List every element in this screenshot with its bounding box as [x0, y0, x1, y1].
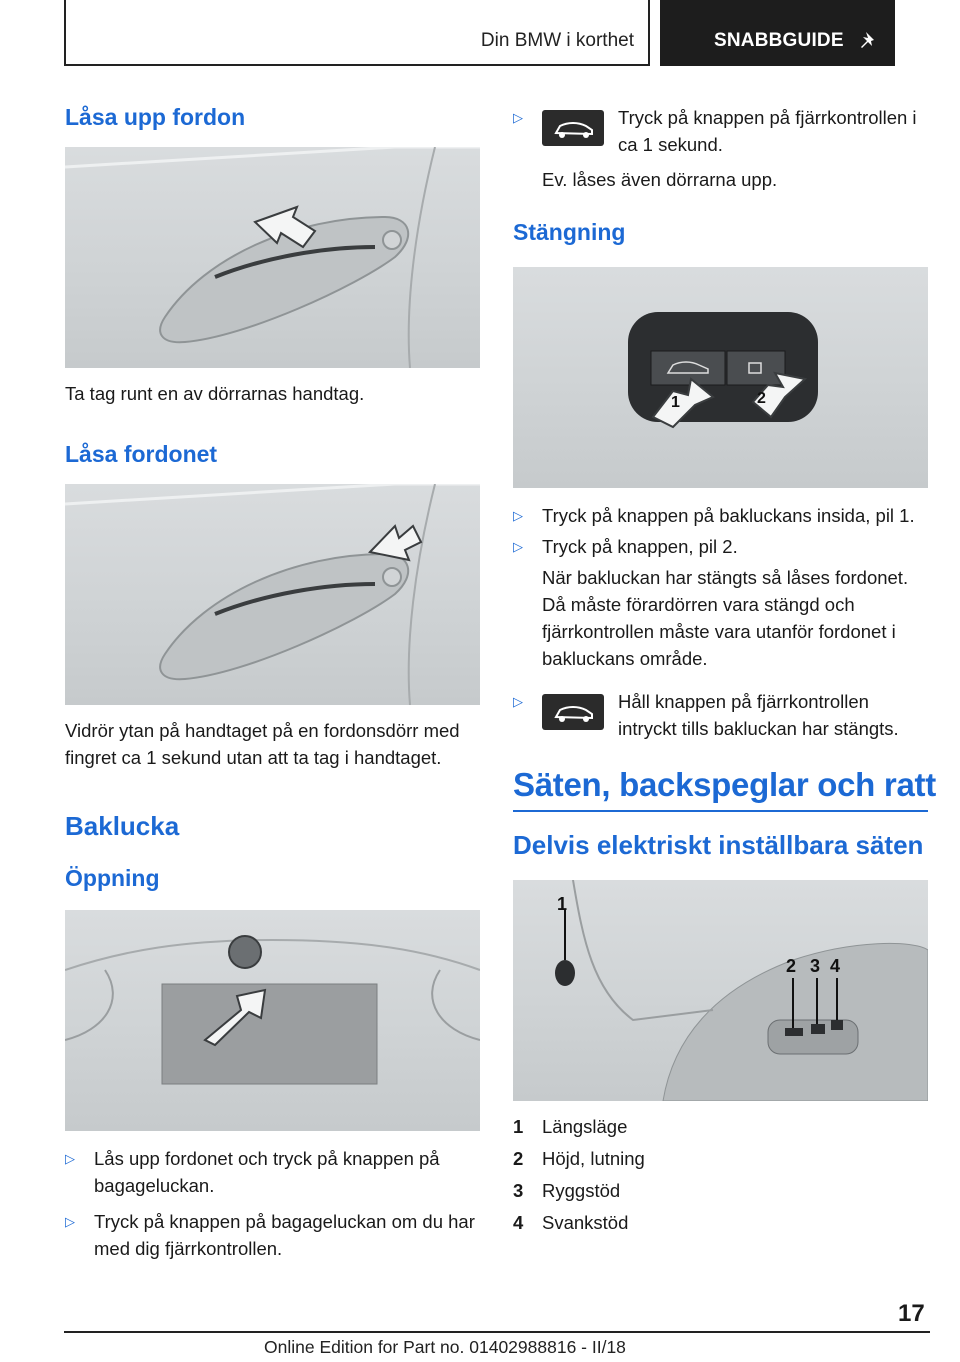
bullet-triangle-icon: ▷	[513, 110, 523, 125]
chapter-title: Din BMW i korthet	[480, 30, 634, 51]
bullet-triangle-icon: ▷	[513, 694, 523, 709]
list-item: ▷ Håll knappen på fjärrkontrollen intryckt tills bakluckan har stängts.	[513, 688, 928, 742]
seats-heading: Delvis elektriskt inställbara säten	[513, 830, 924, 860]
legend-item: 2 Höjd, lutning	[513, 1148, 645, 1169]
callout-1: 1	[671, 394, 680, 411]
list-item: ▷ Tryck på knappen, pil 2.	[513, 533, 928, 560]
callout-4: 4	[830, 956, 841, 976]
callout-2: 2	[786, 956, 797, 976]
bullet-triangle-icon: ▷	[513, 539, 523, 554]
seat-controls-image	[513, 880, 928, 1101]
heading-rule	[513, 810, 928, 812]
unlock-heading: Låsa upp fordon	[65, 104, 246, 130]
legend-item: 1 Längsläge	[513, 1116, 628, 1137]
section-tab[interactable]	[660, 0, 895, 66]
bullet-triangle-icon: ▷	[65, 1214, 75, 1229]
left-column	[65, 100, 480, 1262]
opening-heading: Öppning	[65, 865, 160, 891]
footer-rule	[64, 1331, 862, 1333]
trunk-button-image	[65, 910, 480, 1131]
door-handle-unlock-image	[65, 147, 480, 368]
remote-trunk-button-icon	[542, 110, 604, 146]
section-tab-label: SNABBGUIDE	[714, 30, 844, 51]
page-number: 17	[898, 1300, 925, 1327]
legend-item: 4 Svankstöd	[513, 1212, 629, 1233]
bullet-triangle-icon: ▷	[65, 1151, 75, 1166]
trunk-inner-buttons-image	[513, 267, 928, 488]
list-item: ▷ Lås upp fordonet och tryck på knappen på bagageluckan.	[65, 1145, 480, 1199]
chapter-header-box	[64, 0, 650, 66]
callout-1: 1	[557, 894, 568, 914]
page-header	[0, 0, 960, 66]
chapter-heading: Säten, backspeglar och ratt	[513, 766, 936, 803]
list-item: ▷ Tryck på knappen på fjärrkontrollen i ca 1 sekund.	[513, 104, 928, 158]
edition-text: Online Edition for Part no. 01402988816 - II/18	[264, 1337, 626, 1357]
door-handle-lock-image	[65, 484, 480, 705]
trunk-heading: Baklucka	[65, 811, 180, 841]
list-item: ▷ Tryck på knappen på bagageluckan om du har med dig fjärrkontrollen.	[65, 1208, 480, 1262]
bullet-triangle-icon: ▷	[513, 508, 523, 523]
list-item: ▷ Tryck på knappen på bakluckans insida, pil 1.	[513, 502, 928, 529]
callout-2: 2	[757, 390, 766, 407]
closing-sub-text: När bakluckan har stängts så låses fordonet. Då måste förardörren vara stängd och fjärrkontrollen måste vara utanför fordonet i bakluckans område.	[542, 567, 909, 669]
closing-heading: Stängning	[513, 219, 626, 245]
unlock-text: Ta tag runt en av dörrarnas handtag.	[65, 383, 365, 404]
remote-trunk-button-icon	[542, 694, 604, 730]
lock-heading: Låsa fordonet	[65, 441, 218, 467]
legend-item: 3 Ryggstöd	[513, 1180, 621, 1201]
callout-3: 3	[810, 956, 821, 976]
lock-text: Vidrör ytan på handtaget på en fordonsdörr med fingret ca 1 sekund utan att ta tag i handtaget.	[65, 720, 460, 768]
pin-icon	[858, 28, 884, 54]
right-column	[513, 100, 936, 1239]
remote-sub-text: Ev. låses även dörrarna upp.	[542, 169, 778, 190]
footer-rule-right	[862, 1331, 930, 1333]
